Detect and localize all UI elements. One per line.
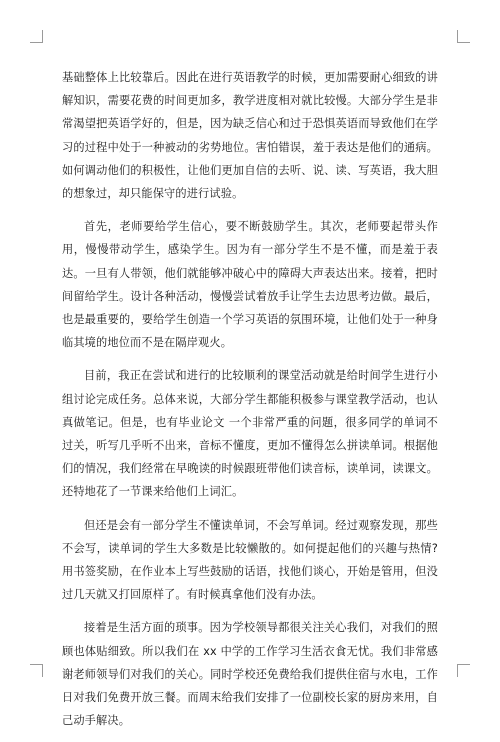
crop-mark-top-left	[30, 30, 43, 43]
paragraph-encouragement: 首先，老师要给学生信心，要不断鼓励学生。其次，老师要起带头作用，慢慢带动学生，感染学生。因为有一部分学生不是不懂，而是羞于表达。一旦有人带领，他们就能够冲破心中的障碍大声表达出来。接着，把时间留给学生。设计各种活动，慢慢尝试着放手让学生去边思考边做。最后，也是最重要的，要给学生创造一个学习英语的氛围环境，让他们处于一种身临其境的地位而不是在隔岸观火。	[62, 220, 438, 350]
crop-mark-bottom-left	[30, 664, 43, 677]
document-body	[62, 66, 438, 742]
paragraph-continuation: 基础整体上比较靠后。因此在进行英语教学的时候，更加需要耐心细致的讲解知识，需要花费的时间更加多，教学进度相对就比较慢。大部分学生是非常渴望把英语学好的，但是，因为缺乏信心和过于恐惧英语而导致他们在学习的过程中处于一种被动的劣势地位。害怕错误，羞于表达是他们的通病。如何调动他们的积极性，让他们更加自信的去听、说、读、写英语，我大胆的想象过，却只能保守的进行试验。	[62, 71, 438, 201]
crop-mark-bottom-right	[457, 664, 470, 677]
crop-mark-top-right	[457, 30, 470, 43]
paragraph-daily-life: 接着是生活方面的琐事。因为学校领导都很关注关心我们，对我们的照顾也体贴细致。所以我们在 xx 中学的工作学习生活衣食无忧。我们非常感谢老师领导们对我们的关心。同时学校还免费给我们提供住宿与水电，工作日对我们免费开放三餐。而周末给我们安排了一位副校长家的厨房来用，自己动手解决。	[62, 621, 438, 728]
paragraph-classroom-activities: 目前，我正在尝试和进行的比较顺利的课堂活动就是给时间学生进行小组讨论完成任务。总体来说，大部分学生都能积极参与课堂教学活动，也认真做笔记。但是，也有毕业论文 一个非常严重的问题，很多同学的单词不过关，听写几乎听不出来，音标不懂度，更加不懂得怎么拼读单词。根据他们的情况，我们经常在早晚读的时候跟班带他们读音标，读单词，读课文。还特地花了一节课来给他们上词汇。	[62, 369, 438, 499]
paragraph-vocabulary-problem: 但还是会有一部分学生不懂读单词，不会写单词。经过观察发现，那些不会写，读单词的学生大多数是比较懒散的。如何提起他们的兴趣与热情?用书签奖励，在作业本上写些鼓励的话语，找他们谈心，开始是管用，但没过几天就又打回原样了。有时候真拿他们没有办法。	[62, 518, 438, 602]
